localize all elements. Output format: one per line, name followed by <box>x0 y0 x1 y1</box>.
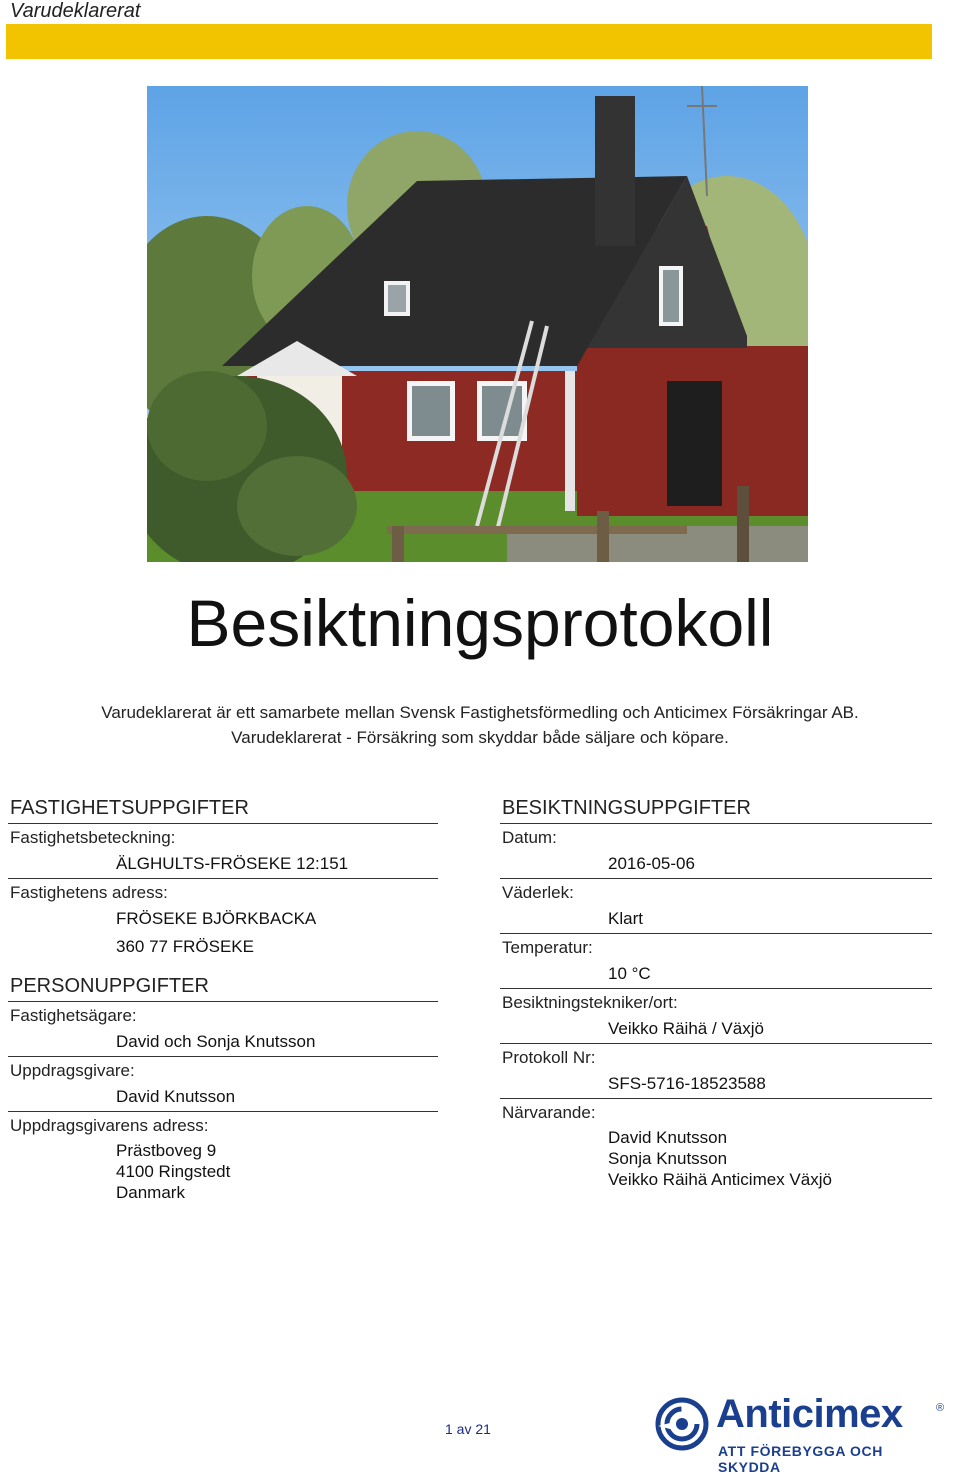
inspector-value: Veikko Räihä / Växjö <box>500 1015 932 1044</box>
temperature-value: 10 °C <box>500 960 932 989</box>
protocol-value: SFS-5716-18523588 <box>500 1070 932 1099</box>
document-title: Besiktningsprotokoll <box>186 586 774 660</box>
client-address-line: Prästboveg 9 <box>116 1141 217 1160</box>
intro-line-2: Varudeklarerat - Försäkring som skyddar både säljare och köpare. <box>231 728 729 747</box>
intro-line-1: Varudeklarerat är ett samarbete mellan Svensk Fastighetsförmedling och Anticimex Försäkringar AB. <box>101 703 859 722</box>
property-column <box>8 795 438 1203</box>
intro-text <box>0 700 960 750</box>
client-label: Uppdragsgivare: <box>10 1061 135 1080</box>
client-address-label: Uppdragsgivarens adress: <box>10 1116 209 1135</box>
present-person: David Knutsson <box>608 1128 728 1147</box>
logo-registered-mark: ® <box>936 1402 945 1414</box>
temperature-label: Temperatur: <box>502 938 593 957</box>
swirl-logo-icon <box>654 1396 710 1452</box>
weather-label: Väderlek: <box>502 883 574 902</box>
header-accent-bar <box>6 24 932 59</box>
designation-value: ÄLGHULTS-FRÖSEKE 12:151 <box>8 850 438 879</box>
inspection-heading: BESIKTNINGSUPPGIFTER <box>500 795 932 824</box>
page-indicator: 1 av 21 <box>445 1421 491 1437</box>
date-value: 2016-05-06 <box>500 850 932 879</box>
address-line-1: FRÖSEKE BJÖRKBACKA <box>116 909 317 928</box>
protocol-label: Protokoll Nr: <box>502 1048 596 1067</box>
address-line-2: 360 77 FRÖSEKE <box>116 937 254 956</box>
present-person: Veikko Räihä Anticimex Växjö <box>608 1170 832 1189</box>
present-label: Närvarande: <box>502 1103 596 1122</box>
header-label: Varudeklarerat <box>10 0 141 22</box>
house-photo <box>147 86 808 562</box>
inspector-label: Besiktningstekniker/ort: <box>502 993 678 1012</box>
property-heading: FASTIGHETSUPPGIFTER <box>8 795 438 824</box>
persons-heading: PERSONUPPGIFTER <box>8 973 438 1002</box>
client-value: David Knutsson <box>8 1083 438 1112</box>
anticimex-logo <box>654 1392 950 1475</box>
designation-label: Fastighetsbeteckning: <box>10 828 176 847</box>
address-label: Fastighetens adress: <box>10 883 168 902</box>
logo-tagline: ATT FÖREBYGGA OCH SKYDDA <box>718 1443 883 1475</box>
client-address-line: Danmark <box>116 1183 185 1202</box>
owner-label: Fastighetsägare: <box>10 1006 137 1025</box>
logo-wordmark: Anticimex <box>716 1392 903 1436</box>
client-address-line: 4100 Ringstedt <box>116 1162 231 1181</box>
weather-value: Klart <box>500 905 932 934</box>
inspection-column <box>500 795 932 1190</box>
present-person: Sonja Knutsson <box>608 1149 728 1168</box>
owner-value: David och Sonja Knutsson <box>8 1028 438 1057</box>
date-label: Datum: <box>502 828 557 847</box>
section-spacer <box>8 961 438 973</box>
